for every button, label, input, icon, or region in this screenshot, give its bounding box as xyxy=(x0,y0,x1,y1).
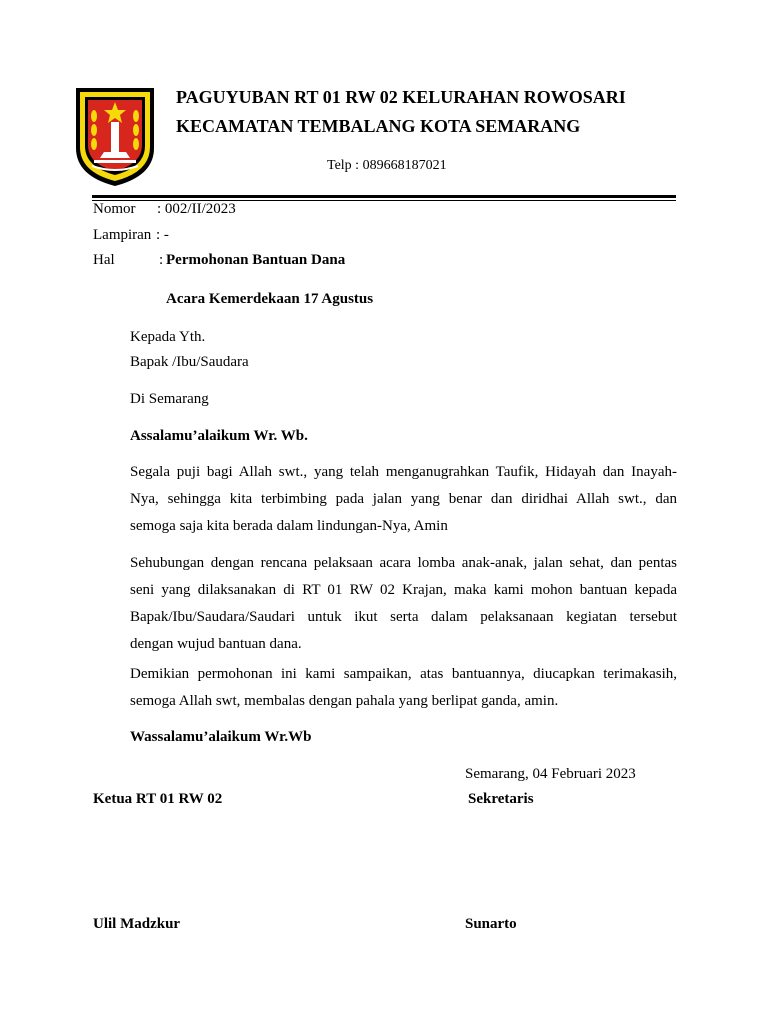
city-emblem-icon xyxy=(74,86,156,188)
paragraph-praise xyxy=(130,459,677,540)
signer-left-name: Ulil Madzkur xyxy=(93,916,181,932)
hal-subject-continued: Acara Kemerdekaan 17 Agustus xyxy=(166,291,374,307)
nomor-label: Nomor xyxy=(93,201,136,217)
lampiran-label: Lampiran xyxy=(93,227,152,243)
paragraph-line: semoga Allah swt, membalas dengan pahala yang berlipat ganda, amin. xyxy=(130,693,559,709)
paragraph-request xyxy=(130,550,677,658)
closing-greeting: Wassalamu’alaikum Wr.Wb xyxy=(130,729,312,745)
paragraph-line: semoga saja kita berada dalam lindungan-Nya, Amin xyxy=(130,518,448,534)
hal-subject: Permohonan Bantuan Dana xyxy=(166,252,346,268)
paragraph-line: Nya, sehingga kita terbimbing pada jalan yang benar dan diridhai Allah swt., dan xyxy=(130,491,677,507)
paragraph-line: Segala puji bagi Allah swt., yang telah menganugrahkan Taufik, Hidayah dan Inayah- xyxy=(130,464,677,480)
recipient-location: Di Semarang xyxy=(130,391,209,407)
phone-number: Telp : 089668187021 xyxy=(327,158,447,173)
paragraph-line: Bapak/Ibu/Saudara/Saudari untuk ikut serta dalam pelaksanaan kegiatan tersebut xyxy=(130,609,677,625)
paragraph-line: seni yang dilaksanakan di RT 01 RW 02 Krajan, maka kami mohon bantuan kepada xyxy=(130,582,677,598)
recipient-name: Bapak /Ibu/Saudara xyxy=(130,354,249,370)
paragraph-line: Demikian permohonan ini kami sampaikan, atas bantuannya, diucapkan terimakasih, xyxy=(130,666,677,682)
header-divider-thick xyxy=(92,195,676,198)
paragraph-closing xyxy=(130,661,677,715)
recipient-salutation: Kepada Yth. xyxy=(130,329,206,345)
org-name-line2: KECAMATAN TEMBALANG KOTA SEMARANG xyxy=(176,116,581,136)
signer-right-title: Sekretaris xyxy=(468,791,534,807)
place-date: Semarang, 04 Februari 2023 xyxy=(465,766,636,782)
nomor-value: : 002/II/2023 xyxy=(157,201,236,217)
signer-right-name: Sunarto xyxy=(465,916,517,932)
hal-colon: : xyxy=(159,252,164,268)
lampiran-value: : - xyxy=(156,227,169,243)
hal-label: Hal xyxy=(93,252,115,268)
signer-left-title: Ketua RT 01 RW 02 xyxy=(93,791,223,807)
paragraph-line: dengan wujud bantuan dana. xyxy=(130,636,302,652)
paragraph-line: Sehubungan dengan rencana pelaksaan acara lomba anak-anak, jalan sehat, dan pentas xyxy=(130,555,677,571)
org-name-line1: PAGUYUBAN RT 01 RW 02 KELURAHAN ROWOSARI xyxy=(176,87,626,107)
opening-greeting: Assalamu’alaikum Wr. Wb. xyxy=(130,428,308,444)
